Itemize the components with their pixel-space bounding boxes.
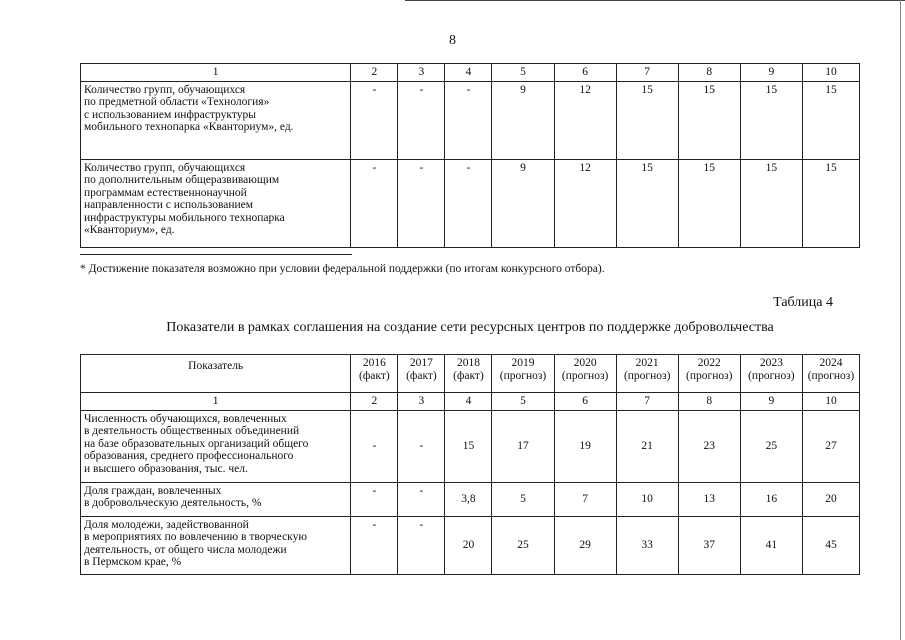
year-header <box>616 355 678 393</box>
year-note: (факт) <box>406 369 437 382</box>
table-row <box>81 410 860 482</box>
value-cell: 20 <box>802 482 859 516</box>
year: 2019 <box>511 357 535 369</box>
footnote: * Достижение показателя возможно при условии федеральной поддержки (по итогам конкурсного отбора). <box>80 263 605 275</box>
column-number: 10 <box>802 64 859 82</box>
value-cell: 15 <box>740 81 802 159</box>
year-note: (факт) <box>359 369 390 382</box>
year-note: (прогноз) <box>748 369 795 382</box>
column-number: 9 <box>740 393 802 411</box>
value-cell: - <box>398 516 445 574</box>
indicator-label: Доля граждан, вовлеченных в добровольческую деятельность, % <box>81 482 351 516</box>
value-cell: 5 <box>492 482 554 516</box>
column-number: 4 <box>445 64 492 82</box>
column-number: 5 <box>492 393 554 411</box>
year-note: (прогноз) <box>807 369 855 382</box>
top-edge-line <box>405 0 905 1</box>
indicator-label: Численность обучающихся, вовлеченных в деятельность общественных объединений на базе образовательных организаций общего образования, среднего профессионального и высшего образования, тыс. чел. <box>81 410 351 482</box>
year-header <box>351 355 398 393</box>
column-number: 7 <box>616 64 678 82</box>
value-cell: 20 <box>445 516 492 574</box>
column-number: 4 <box>445 393 492 411</box>
value-cell: 19 <box>554 410 616 482</box>
indicators-table <box>80 354 860 575</box>
indicator-header: Показатель <box>81 355 351 393</box>
column-number: 8 <box>678 64 740 82</box>
column-number: 7 <box>616 393 678 411</box>
value-cell: 16 <box>740 482 802 516</box>
value-cell: - <box>398 81 445 159</box>
value-cell: 3,8 <box>445 482 492 516</box>
value-cell: 25 <box>492 516 554 574</box>
value-cell: - <box>351 410 398 482</box>
page-number: 8 <box>449 33 456 48</box>
value-cell: - <box>445 159 492 247</box>
value-cell: - <box>398 159 445 247</box>
value-cell: 9 <box>492 159 554 247</box>
value-cell: 15 <box>445 410 492 482</box>
column-number: 8 <box>678 393 740 411</box>
column-number: 3 <box>398 393 445 411</box>
value-cell: 15 <box>616 81 678 159</box>
value-cell: 15 <box>616 159 678 247</box>
value-cell: 15 <box>802 81 859 159</box>
table-row <box>81 81 860 159</box>
column-number: 6 <box>554 393 616 411</box>
year: 2020 <box>573 357 597 369</box>
value-cell: 29 <box>554 516 616 574</box>
value-cell: 21 <box>616 410 678 482</box>
year: 2016 <box>362 357 386 369</box>
table-row <box>81 159 860 247</box>
year-header <box>740 355 802 393</box>
value-cell: - <box>351 482 398 516</box>
value-cell: 13 <box>678 482 740 516</box>
indicator-label: Доля молодежи, задействованной в мероприятиях по вовлечению в творческую деятельность, от общего числа молодежи в Пермском крае, % <box>81 516 351 574</box>
table-label: Таблица 4 <box>773 295 833 310</box>
right-edge-line <box>900 0 901 640</box>
column-number: 1 <box>81 64 351 82</box>
value-cell: 15 <box>678 81 740 159</box>
year: 2018 <box>456 357 480 369</box>
column-number: 2 <box>351 393 398 411</box>
value-cell: - <box>398 410 445 482</box>
value-cell: 10 <box>616 482 678 516</box>
value-cell: 12 <box>554 81 616 159</box>
table-continuation <box>80 63 860 248</box>
year-note: (прогноз) <box>623 369 671 382</box>
value-cell: 37 <box>678 516 740 574</box>
value-cell: - <box>398 482 445 516</box>
value-cell: 27 <box>802 410 859 482</box>
year: 2024 <box>819 357 843 369</box>
year-header <box>398 355 445 393</box>
value-cell: 17 <box>492 410 554 482</box>
column-number: 9 <box>740 64 802 82</box>
value-cell: 25 <box>740 410 802 482</box>
indicator-label: Количество групп, обучающихся по дополнительным общеразвивающим программам естественнонаучной направленности с использованием инфраструктуры мобильного технопарка «Кванториум», ед. <box>81 159 351 247</box>
table-row <box>81 516 860 574</box>
year-header <box>445 355 492 393</box>
value-cell: - <box>351 81 398 159</box>
column-number-row <box>81 64 860 82</box>
value-cell: 7 <box>554 482 616 516</box>
value-cell: 12 <box>554 159 616 247</box>
column-number: 1 <box>81 393 351 411</box>
value-cell: 33 <box>616 516 678 574</box>
footnote-separator <box>80 254 352 255</box>
column-number: 2 <box>351 64 398 82</box>
year-header <box>492 355 554 393</box>
value-cell: - <box>351 159 398 247</box>
header-row <box>81 355 860 393</box>
table-title: Показатели в рамках соглашения на создание сети ресурсных центров по поддержке добровольчества <box>166 320 774 335</box>
column-number: 5 <box>492 64 554 82</box>
table-row <box>81 482 860 516</box>
year-header <box>554 355 616 393</box>
year-header <box>678 355 740 393</box>
value-cell: - <box>445 81 492 159</box>
column-number: 10 <box>802 393 859 411</box>
value-cell: - <box>351 516 398 574</box>
value-cell: 45 <box>802 516 859 574</box>
value-cell: 23 <box>678 410 740 482</box>
year: 2021 <box>635 357 659 369</box>
year: 2017 <box>409 357 433 369</box>
value-cell: 15 <box>802 159 859 247</box>
year-note: (прогноз) <box>561 369 609 382</box>
value-cell: 9 <box>492 81 554 159</box>
indicator-label: Количество групп, обучающихся по предметной области «Технология» с использованием инфраструктуры мобильного технопарка «Кванториум», ед. <box>81 81 351 159</box>
year-note: (прогноз) <box>686 369 733 382</box>
year-header <box>802 355 859 393</box>
year-note: (факт) <box>453 369 484 382</box>
value-cell: 15 <box>678 159 740 247</box>
year: 2023 <box>759 357 783 369</box>
column-number: 6 <box>554 64 616 82</box>
value-cell: 41 <box>740 516 802 574</box>
year: 2022 <box>697 357 721 369</box>
year-note: (прогноз) <box>499 369 547 382</box>
column-number-row <box>81 393 860 411</box>
value-cell: 15 <box>740 159 802 247</box>
column-number: 3 <box>398 64 445 82</box>
